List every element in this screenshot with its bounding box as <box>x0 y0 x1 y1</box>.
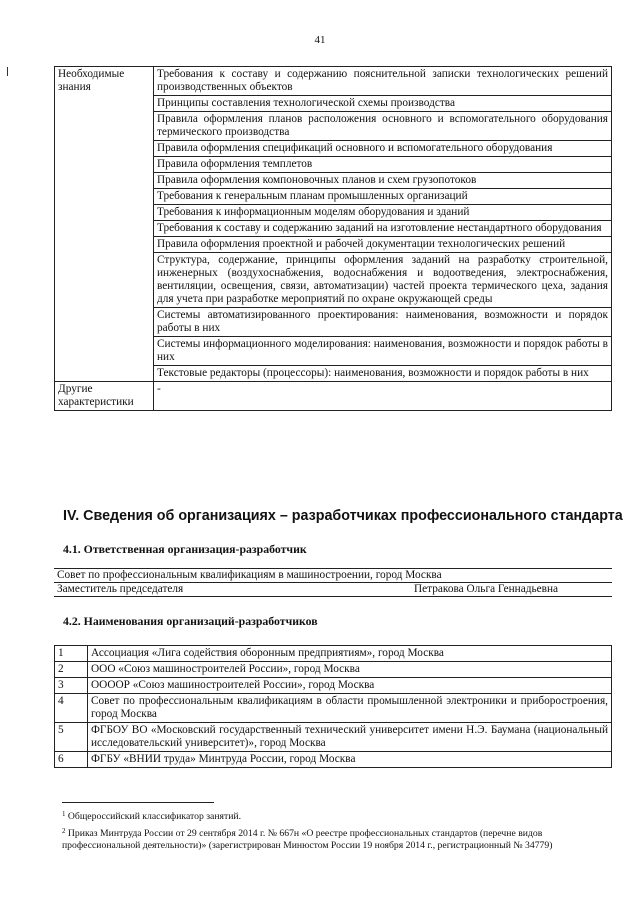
developers-table <box>54 645 612 768</box>
developer-number: 1 <box>55 646 88 662</box>
developer-name: Совет по профессиональным квалификациям в области промышленной электроники и приборостроения, город Москва <box>88 694 612 723</box>
developer-name: ООО «Союз машиностроителей России», город Москва <box>88 662 612 678</box>
knowledge-item: Принципы составления технологической схемы производства <box>154 96 612 112</box>
footnote-mark: 2 <box>62 827 66 835</box>
developer-number: 4 <box>55 694 88 723</box>
table-row <box>55 678 612 694</box>
knowledge-item: Системы информационного моделирования: наименования, возможности и порядок работы в них <box>154 337 612 366</box>
developer-number: 2 <box>55 662 88 678</box>
row-label: Другие характеристики <box>55 382 154 411</box>
table-row <box>55 662 612 678</box>
knowledge-item: Правила оформления проектной и рабочей документации технологических решений <box>154 237 612 253</box>
developers-heading: 4.2. Наименования организаций-разработчиков <box>63 614 318 628</box>
footnote <box>62 825 610 852</box>
footnote-mark: 1 <box>62 810 66 818</box>
table-row <box>55 752 612 768</box>
knowledge-item: Правила оформления планов расположения основного и вспомогательного оборудования термического производства <box>154 112 612 141</box>
developer-name: ФГБОУ ВО «Московский государственный технический университет имени Н.Э. Баумана (национальный исследовательский университет)», город Москва <box>88 723 612 752</box>
knowledge-item: Требования к составу и содержанию заданий на изготовление нестандартного оборудования <box>154 221 612 237</box>
knowledge-item: Требования к информационным моделям оборудования и зданий <box>154 205 612 221</box>
margin-mark <box>7 67 8 76</box>
responsible-position: Заместитель председателя <box>54 583 240 597</box>
table-row <box>55 67 612 96</box>
footnote-text: Общероссийский классификатор занятий. <box>67 811 242 822</box>
section-title: IV. Сведения об организациях – разработчиках профессионального стандарта <box>63 508 623 524</box>
row-label: Необходимые знания <box>55 67 154 382</box>
knowledge-item: Требования к генеральным планам промышленных организаций <box>154 189 612 205</box>
developer-number: 3 <box>55 678 88 694</box>
responsible-org-heading: 4.1. Ответственная организация-разработчик <box>63 542 307 556</box>
table-row <box>54 583 612 597</box>
responsible-org-table <box>54 568 612 597</box>
table-row <box>55 694 612 723</box>
knowledge-item: Правила оформления компоновочных планов и схем грузопотоков <box>154 173 612 189</box>
footnote-separator <box>62 802 214 803</box>
page-number: 41 <box>314 34 326 46</box>
table-row <box>55 646 612 662</box>
other-value: - <box>154 382 612 411</box>
developer-name: Ассоциация «Лига содействия оборонным предприятиям», город Москва <box>88 646 612 662</box>
developer-number: 6 <box>55 752 88 768</box>
table-row <box>55 723 612 752</box>
knowledge-item: Структура, содержание, принципы оформления заданий на разработку строительной, инженерных (воздухоснабжения, водоснабжения и водоотведения, электроснабжения, вентиляции, освещения, связи, автоматизации) частей проекта термического цеха, задания для учета при разработке мероприятий по охране окружающей среды <box>154 253 612 308</box>
knowledge-table <box>54 66 612 411</box>
responsible-person: Петракова Ольга Геннадьевна <box>240 583 612 597</box>
table-row <box>54 569 612 583</box>
footnotes <box>62 808 610 854</box>
knowledge-item: Текстовые редакторы (процессоры): наименования, возможности и порядок работы в них <box>154 366 612 382</box>
developer-name: ФГБУ «ВНИИ труда» Минтруда России, город Москва <box>88 752 612 768</box>
developer-number: 5 <box>55 723 88 752</box>
footnote-text: Приказ Минтруда России от 29 сентября 2014 г. № 667н «О реестре профессиональных стандартов (перечне видов профессиональной деятельности)» (зарегистрирован Минюстом России 19 ноября 2014 г., регистрационный № 34779) <box>62 828 553 851</box>
knowledge-item: Системы автоматизированного проектирования: наименования, возможности и порядок работы в них <box>154 308 612 337</box>
footnote <box>62 808 610 823</box>
developer-name: ООООР «Союз машиностроителей России», город Москва <box>88 678 612 694</box>
knowledge-item: Требования к составу и содержанию пояснительной записки технологических решений производственных объектов <box>154 67 612 96</box>
knowledge-item: Правила оформления темплетов <box>154 157 612 173</box>
table-row <box>55 382 612 411</box>
knowledge-item: Правила оформления спецификаций основного и вспомогательного оборудования <box>154 141 612 157</box>
responsible-org-name: Совет по профессиональным квалификациям в машиностроении, город Москва <box>54 569 612 583</box>
